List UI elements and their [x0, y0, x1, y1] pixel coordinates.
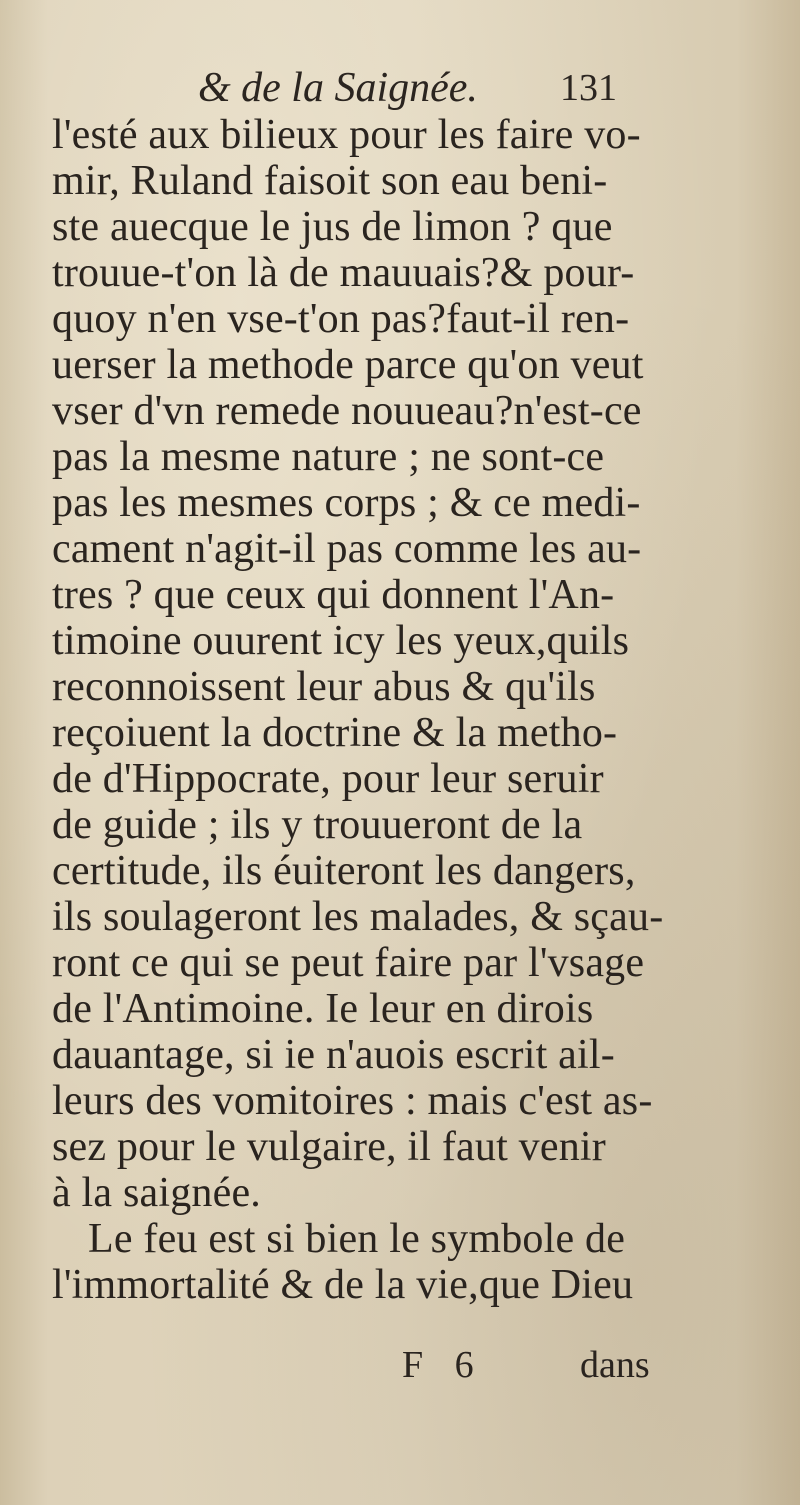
text-line: ste auecque le jus de limon ? que: [52, 204, 613, 250]
signature-mark: F 6: [402, 1344, 474, 1386]
text-line: l'immortalité & de la vie,que Dieu: [52, 1262, 634, 1308]
text-line: certitude, ils éuiteront les dangers,: [52, 848, 636, 894]
text-line: sez pour le vulgaire, il faut venir: [52, 1124, 606, 1170]
text-line: uerser la methode parce qu'on veut: [52, 342, 644, 388]
text-line: de d'Hippocrate, pour leur seruir: [52, 756, 604, 802]
text-line: reçoiuent la doctrine & la metho-: [52, 710, 618, 756]
text-line: timoine ouurent icy les yeux,quils: [52, 618, 630, 664]
text-line: pas les mesmes corps ; & ce medi-: [52, 480, 641, 526]
text-line: leurs des vomitoires : mais c'est as-: [52, 1078, 653, 1124]
text-line: reconnoissent leur abus & qu'ils: [52, 664, 596, 710]
text-line: quoy n'en vse-t'on pas?faut-il ren-: [52, 296, 630, 342]
text-line: de guide ; ils y trouueront de la: [52, 802, 583, 848]
text-line-indented: Le feu est si bien le symbole de: [88, 1216, 626, 1262]
text-line: mir, Ruland faisoit son eau beni-: [52, 158, 608, 204]
text-line: tres ? que ceux qui donnent l'An-: [52, 572, 615, 618]
text-line: trouue-t'on là de mauuais?& pour-: [52, 250, 635, 296]
page-header: [0, 60, 800, 116]
running-head: & de la Saignée.: [198, 65, 478, 111]
text-line: de l'Antimoine. Ie leur en dirois: [52, 986, 594, 1032]
text-line: cament n'agit-il pas comme les au-: [52, 526, 642, 572]
text-line: ront ce qui se peut faire par l'vsage: [52, 940, 645, 986]
page-footer: [0, 1342, 800, 1388]
catchword: dans: [580, 1344, 650, 1386]
text-line: pas la mesme nature ; ne sont-ce: [52, 434, 605, 480]
text-line: l'esté aux bilieux pour les faire vo-: [52, 112, 641, 158]
text-line: vser d'vn remede nouueau?n'est-ce: [52, 388, 642, 434]
text-line: dauantage, si ie n'auois escrit ail-: [52, 1032, 615, 1078]
text-line: à la saignée.: [52, 1170, 261, 1216]
page-number: 131: [560, 67, 617, 109]
text-line: ils soulageront les malades, & sçau-: [52, 894, 664, 940]
body-text: [52, 112, 662, 1308]
